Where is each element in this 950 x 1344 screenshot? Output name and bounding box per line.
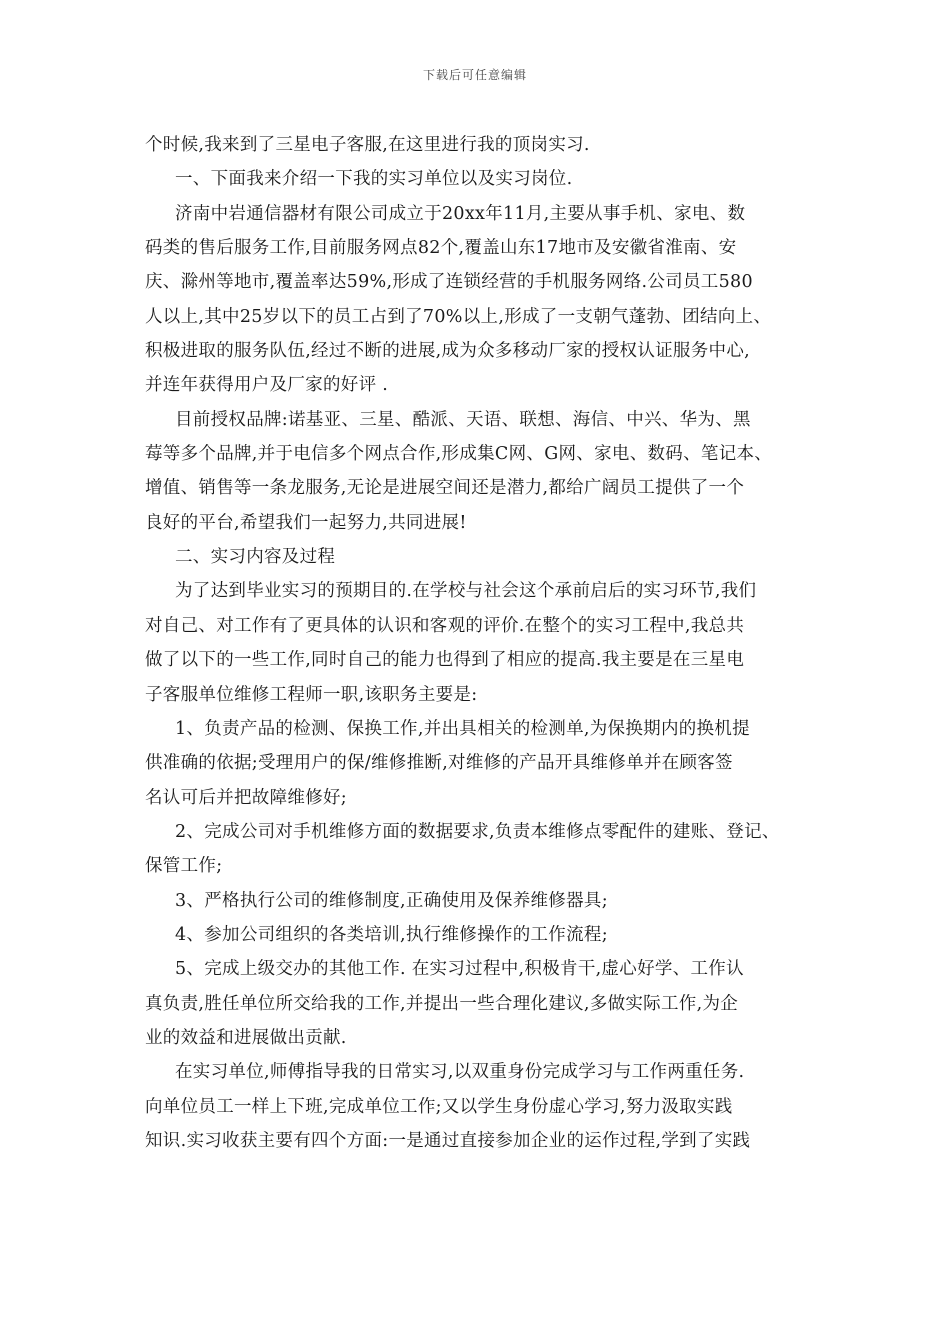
text-line: 名认可后并把故障维修好; (145, 787, 347, 808)
page-header: 下载后可任意编辑 (422, 68, 527, 82)
text-line: 在实习单位,师傅指导我的日常实习,以双重身份完成学习与工作两重任务. (175, 1062, 745, 1083)
text-line: 保管工作; (145, 856, 223, 877)
document-body (145, 128, 825, 1158)
text-line: 供准确的依据;受理用户的保/维修推断,对维修的产品开具维修单并在顾客签 (145, 753, 733, 774)
text-line: 莓等多个品牌,并于电信多个网点合作,形成集C网、G网、家电、数码、笔记本、 (145, 444, 773, 465)
text-line: 庆、滁州等地市,覆盖率达59%,形成了连锁经营的手机服务网络.公司员工580 (145, 272, 753, 293)
text-line: 人以上,其中25岁以下的员工占到了70%以上,形成了一支朝气蓬勃、团结向上、 (145, 306, 772, 327)
text-line: 对自己、对工作有了更具体的认识和客观的评价.在整个的实习工程中,我总共 (145, 615, 745, 636)
text-line: 济南中岩通信器材有限公司成立于20xx年11月,主要从事手机、家电、数 (175, 203, 746, 224)
text-line: 1、负责产品的检测、保换工作,并出具相关的检测单,为保换期内的换机提 (175, 718, 750, 739)
text-line: 个时候,我来到了三星电子客服,在这里进行我的顶岗实习. (145, 135, 590, 155)
text-line: 增值、销售等一条龙服务,无论是进展空间还是潜力,都给广阔员工提供了一个 (145, 478, 745, 499)
text-line: 良好的平台,希望我们一起努力,共同进展! (145, 512, 467, 533)
text-line: 真负责,胜任单位所交给我的工作,并提出一些合理化建议,多做实际工作,为企 (145, 993, 739, 1014)
text-line: 积极进取的服务队伍,经过不断的进展,成为众多移动厂家的授权认证服务中心, (145, 341, 750, 362)
text-line: 子客服单位维修工程师一职,该职务主要是: (145, 684, 478, 705)
text-line: 向单位员工一样上下班,完成单位工作;又以学生身份虚心学习,努力汲取实践 (145, 1096, 733, 1117)
text-line: 业的效益和进展做出贡献. (145, 1027, 347, 1048)
text-line: 做了以下的一些工作,同时自己的能力也得到了相应的提高.我主要是在三星电 (145, 650, 745, 671)
text-line: 二、实习内容及过程 (175, 547, 336, 568)
text-line: 2、完成公司对手机维修方面的数据要求,负责本维修点零配件的建账、登记、 (175, 821, 780, 842)
text-line: 知识.实习收获主要有四个方面:一是通过直接参加企业的运作过程,学到了实践 (145, 1130, 751, 1151)
text-line: 3、严格执行公司的维修制度,正确使用及保养维修器具; (175, 890, 608, 911)
text-line: 并连年获得用户及厂家的好评 . (145, 375, 389, 396)
text-line: 一、下面我来介绍一下我的实习单位以及实习岗位. (175, 169, 573, 190)
text-line: 目前授权品牌:诺基亚、三星、酷派、天语、联想、海信、中兴、华为、黑 (175, 409, 751, 430)
text-line: 5、完成上级交办的其他工作. 在实习过程中,积极肯干,虚心好学、工作认 (175, 959, 744, 980)
text-line: 4、参加公司组织的各类培训,执行维修操作的工作流程; (175, 924, 608, 945)
text-line: 码类的售后服务工作,目前服务网点82个,覆盖山东17地市及安徽省淮南、安 (145, 238, 737, 259)
text-line: 为了达到毕业实习的预期目的.在学校与社会这个承前启后的实习环节,我们 (175, 581, 757, 602)
